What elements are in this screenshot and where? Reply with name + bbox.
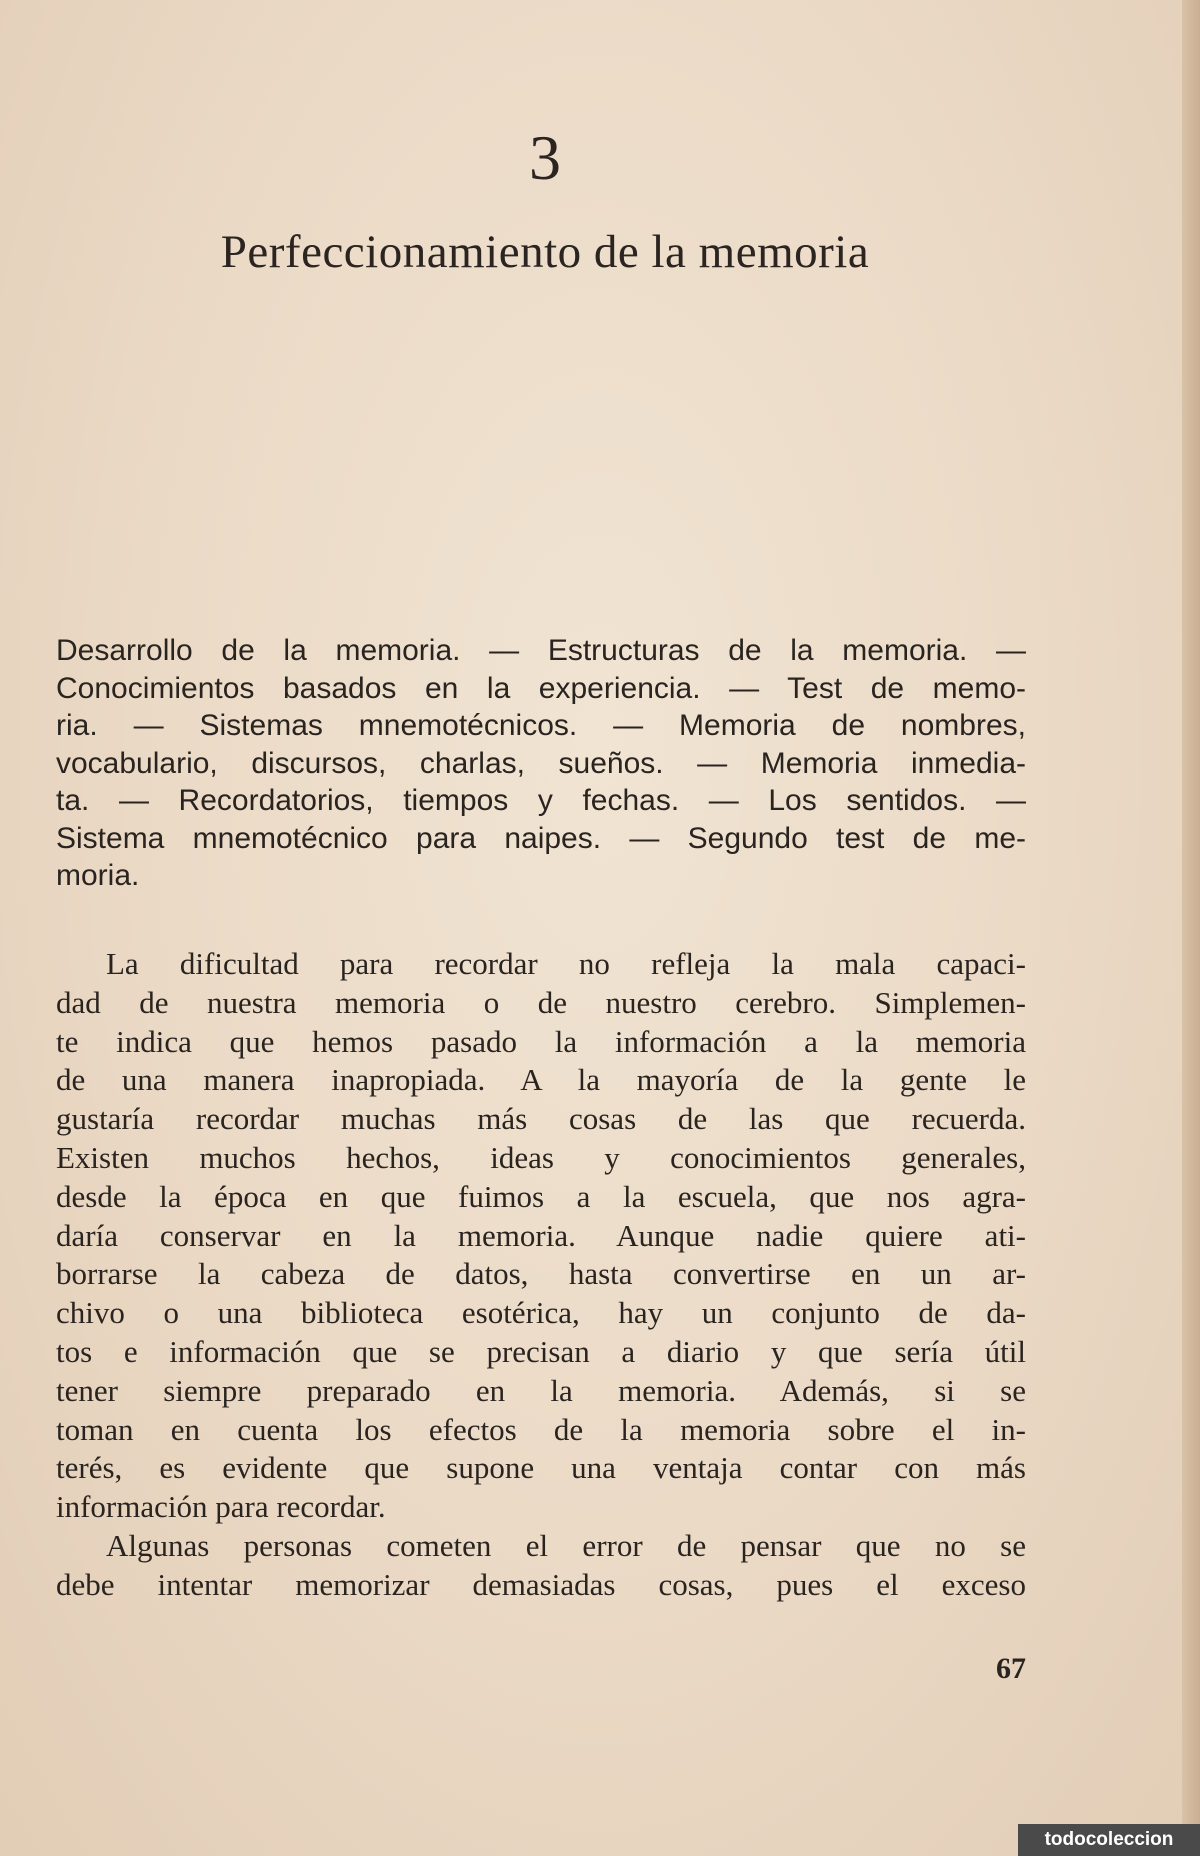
body-line: debe intentar memorizar demasiadas cosas, pues el exceso — [56, 1566, 1026, 1602]
body-line: toman en cuenta los efectos de la memoria sobre el in- — [56, 1411, 1026, 1447]
summary-line: ria. — Sistemas mnemotécnicos. — Memoria de nombres, — [56, 709, 1026, 742]
body-line: tos e información que se precisan a diario y que sería útil — [56, 1333, 1026, 1369]
body-line: Algunas personas cometen el error de pensar que no se — [106, 1527, 1026, 1563]
body-line: chivo o una biblioteca esotérica, hay un conjunto de da- — [56, 1295, 1026, 1331]
page-number: 67 — [996, 1652, 1026, 1685]
summary-line: Conocimientos basados en la experiencia. — Test de memo- — [56, 671, 1026, 705]
body-line: daría conservar en la memoria. Aunque nadie quiere ati- — [56, 1217, 1026, 1253]
summary-line: ta. — Recordatorios, tiempos y fechas. — Los sentidos. — — [56, 784, 1026, 817]
chapter-number: 3 — [529, 122, 561, 193]
body-line: información para recordar. — [56, 1489, 386, 1525]
summary-line: Sistema mnemotécnico para naipes. — Segundo test de me- — [56, 821, 1026, 855]
summary-line: vocabulario, discursos, charlas, sueños. — Memoria inmedia- — [56, 746, 1026, 780]
body-line: tener siempre preparado en la memoria. Además, si se — [56, 1372, 1026, 1408]
body-line: terés, es evidente que supone una ventaja contar con más — [56, 1450, 1026, 1486]
body-line: te indica que hemos pasado la información a la memoria — [56, 1023, 1026, 1059]
chapter-title: Perfeccionamiento de la memoria — [220, 226, 870, 278]
body-line: desde la época en que fuimos a la escuela, que nos agra- — [56, 1178, 1026, 1214]
body-line: gustaría recordar muchas más cosas de las que recuerda. — [56, 1101, 1026, 1137]
body-line: de una manera inapropiada. A la mayoría de la gente le — [56, 1062, 1026, 1098]
chapter-summary — [56, 632, 1026, 895]
page-edge — [1182, 0, 1200, 1856]
watermark: todocoleccion — [1018, 1824, 1200, 1856]
body-text — [56, 945, 1026, 1605]
body-line: borrarse la cabeza de datos, hasta convertirse en un ar- — [56, 1256, 1026, 1292]
summary-line: moria. — [56, 859, 140, 892]
body-line: dad de nuestra memoria o de nuestro cerebro. Simplemen- — [56, 984, 1026, 1020]
body-line: Existen muchos hechos, ideas y conocimientos generales, — [56, 1139, 1026, 1175]
summary-line: Desarrollo de la memoria. — Estructuras de la memoria. — — [56, 634, 1026, 667]
body-line: La dificultad para recordar no refleja la mala capaci- — [106, 946, 1026, 981]
